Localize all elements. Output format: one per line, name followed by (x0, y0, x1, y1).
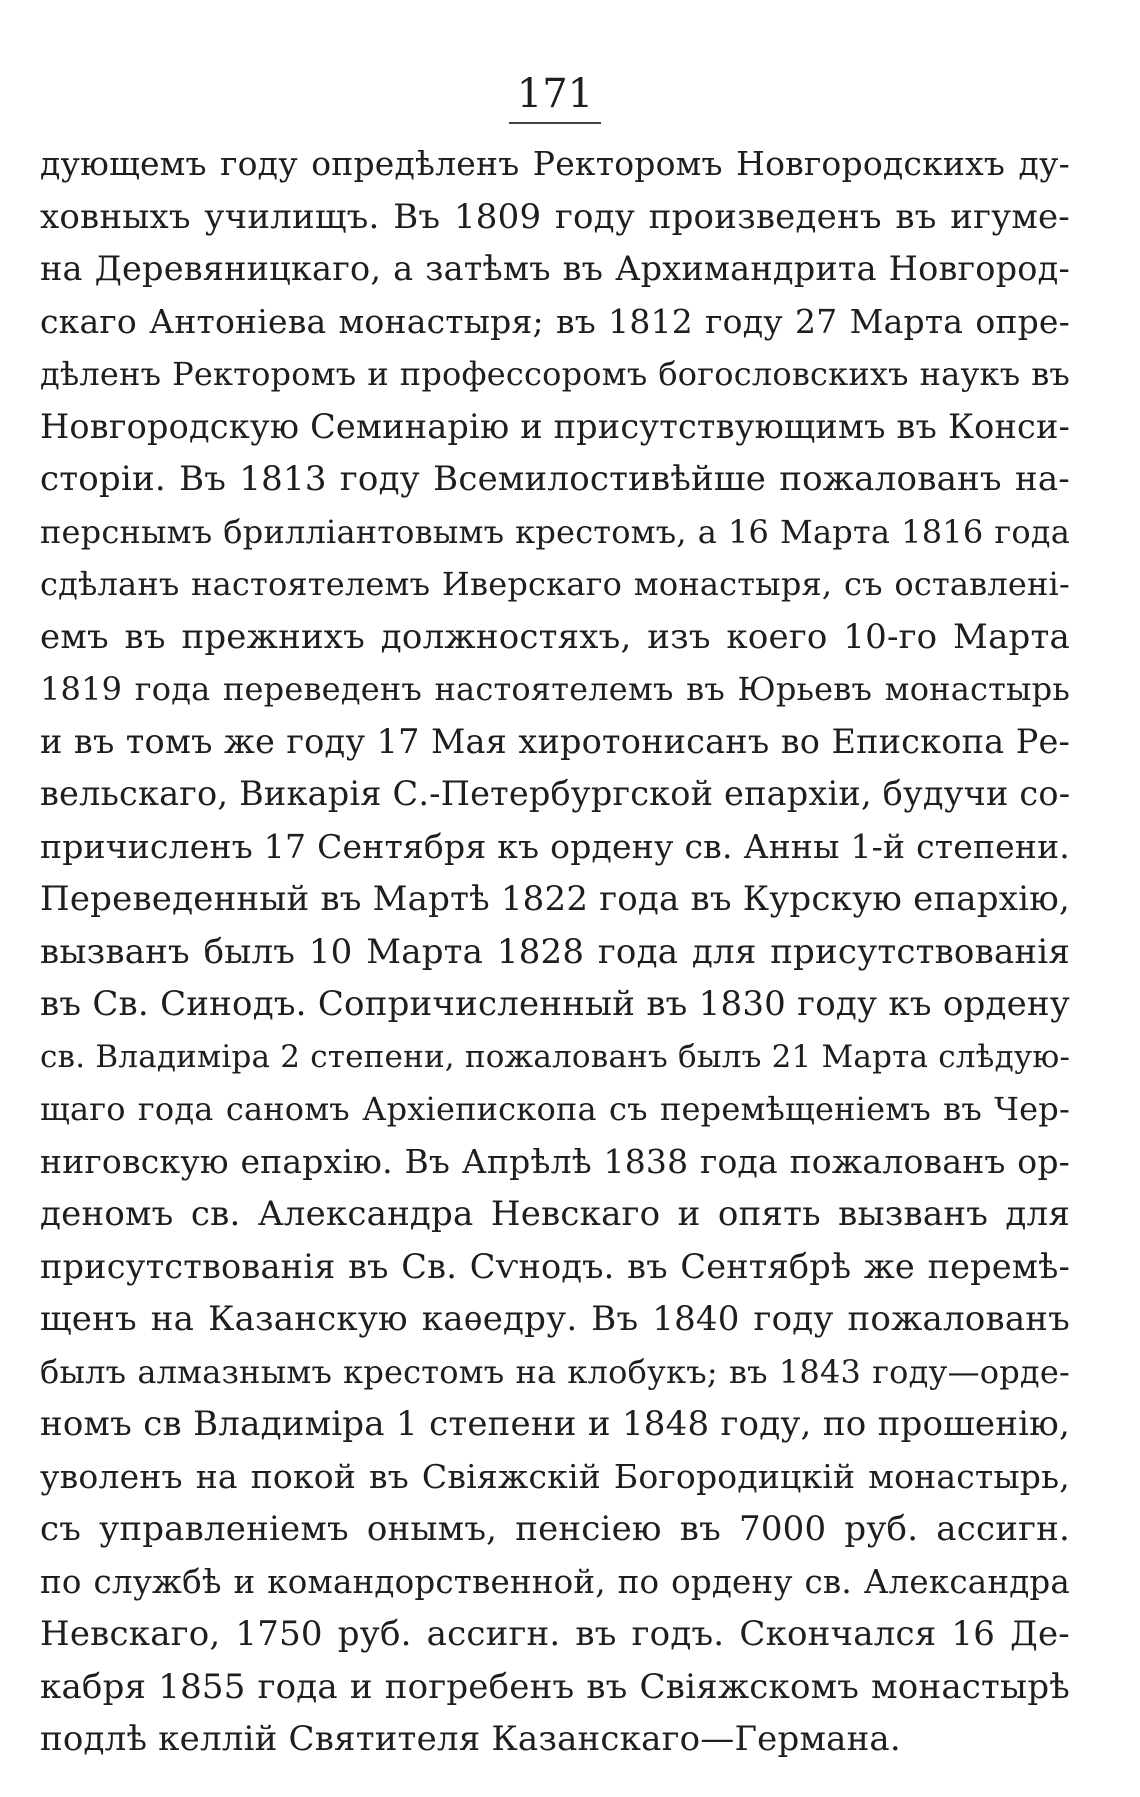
text-line: въ Св. Синодъ. Сопричисленный въ 1830 году къ ордену (40, 984, 1070, 1024)
text-line: сторіи. Въ 1813 году Всемилостивѣйше пожалованъ на- (40, 459, 1070, 499)
text-line: присутствованія въ Св. Сѵнодъ. въ Сентябрѣ же перемѣ- (40, 1246, 1070, 1286)
text-line: на Деревяницкаго, а затѣмъ въ Архимандрита Новгород- (40, 249, 1070, 288)
text-line: и въ томъ же году 17 Мая хиротонисанъ во Епископа Ре- (40, 721, 1070, 761)
text-line: сдѣланъ настоятелемъ Иверскаго монастыря, съ оставленi- (40, 565, 1070, 603)
text-line: причисленъ 17 Сентября къ ордену св. Анны 1-й степени. (40, 826, 1070, 866)
text-line: Новгородскую Семинарію и присутствующимъ въ Конси- (40, 406, 1070, 446)
text-line: ховныхъ училищъ. Въ 1809 году произведенъ въ игуме- (40, 196, 1070, 237)
text-line: по службѣ и командорственной, по ордену св. Александра (40, 1562, 1070, 1601)
page-number-text: 171 (509, 70, 601, 124)
text-line: деномъ св. Александра Невскаго и опять вызванъ для (40, 1194, 1070, 1234)
text-line: св. Владиміра 2 степени, пожалованъ былъ 21 Марта слѣдую- (40, 1038, 1070, 1075)
text-line: щаго года саномъ Архіепископа съ перемѣщеніемъ въ Чер- (40, 1090, 1070, 1128)
text-line: щенъ на Казанскую каѳедру. Въ 1840 году пожалованъ (40, 1299, 1070, 1339)
text-line: подлѣ келлій Святителя Казанскаго—Германа. (40, 1719, 901, 1759)
text-line: вызванъ былъ 10 Марта 1828 года для присутствованія (40, 931, 1070, 972)
text-line: ниговскую епархію. Въ Апрѣлѣ 1838 года пожалованъ ор- (40, 1141, 1070, 1181)
text-line: 1819 года переведенъ настоятелемъ въ Юрьевъ монастырь (40, 670, 1070, 708)
text-line: былъ алмазнымъ крестомъ на клобукъ; въ 1843 году—орде- (40, 1352, 1070, 1391)
text-line: Невскаго, 1750 руб. ассигн. въ годъ. Скончался 16 Де- (40, 1614, 1070, 1654)
text-line: дующемъ году опредѣленъ Ректоромъ Новгородскихъ ду- (40, 144, 1070, 183)
book-page (40, 70, 1070, 1766)
text-line: скаго Антоніева монастыря; въ 1812 году 27 Марта опре- (40, 301, 1070, 341)
body-text (40, 138, 1070, 1766)
text-line: номъ св Владиміра 1 степени и 1848 году, по прошенію, (40, 1404, 1070, 1444)
text-line: дѣленъ Ректоромъ и профессоромъ богословскихъ наукъ въ (40, 355, 1070, 393)
page-number (40, 70, 1070, 124)
text-line: кабря 1855 года и погребенъ въ Свіяжскомъ монастырѣ (40, 1666, 1070, 1707)
text-line: уволенъ на покой въ Свіяжскій Богородицкій монастырь, (40, 1456, 1070, 1496)
text-line: съ управленіемъ онымъ, пенсіею въ 7000 руб. ассигн. (40, 1509, 1070, 1549)
text-line: вельскаго, Викарія С.-Петербургской епархіи, будучи со- (40, 774, 1070, 813)
text-line: перснымъ бриллiантовымъ крестомъ, а 16 Марта 1816 года (40, 512, 1070, 551)
text-line: Переведенный въ Мартѣ 1822 года въ Курскую епархію, (40, 879, 1070, 919)
text-line: емъ въ прежнихъ должностяхъ, изъ коего 10-го Марта (40, 616, 1070, 657)
